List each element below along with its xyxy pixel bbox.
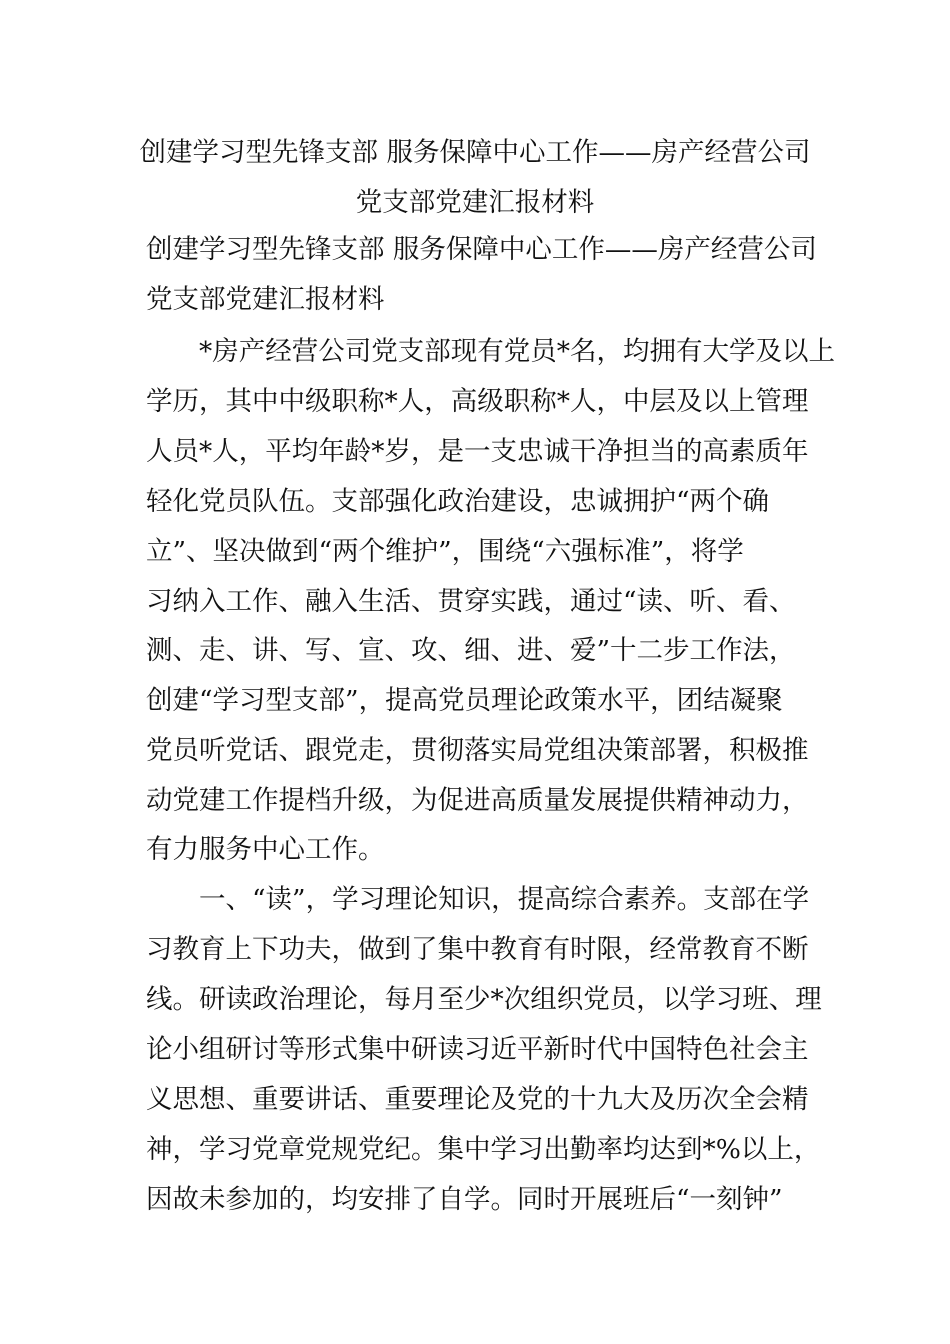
body-line: 创建学习型先锋支部 服务保障中心工作——房产经营公司 [146, 234, 817, 265]
body-line: 动党建工作提档升级，为促进高质量发展提供精神动力， [146, 785, 809, 816]
body-line: 学历，其中中级职称*人，高级职称*人，中层及以上管理 [146, 386, 809, 417]
body-line: 义思想、重要讲话、重要理论及党的十九大及历次全会精 [146, 1084, 809, 1115]
body-line: 有力服务中心工作。 [146, 834, 385, 865]
body-line: 立”、坚决做到“两个维护”，围绕“六强标准”，将学 [146, 536, 744, 567]
body-line: 创建“学习型支部”，提高党员理论政策水平，团结凝聚 [146, 685, 783, 716]
body-line: 论小组研讨等形式集中研读习近平新时代中国特色社会主 [146, 1034, 809, 1065]
body-line: 习纳入工作、融入生活、贯穿实践，通过“读、听、看、 [146, 586, 796, 617]
document-title-line-2: 党支部党建汇报材料 [355, 187, 595, 218]
document-title-line-1: 创建学习型先锋支部 服务保障中心工作——房产经营公司 [139, 137, 811, 168]
body-line: 线。研读政治理论，每月至少*次组织党员，以学习班、理 [146, 984, 822, 1015]
body-line: 神，学习党章党规党纪。集中学习出勤率均达到*%以上， [146, 1134, 821, 1165]
body-line: 测、走、讲、写、宣、攻、细、进、爱”十二步工作法， [146, 635, 796, 666]
body-line: 人员*人，平均年龄*岁，是一支忠诚干净担当的高素质年 [146, 436, 809, 467]
body-line: *房产经营公司党支部现有党员*名，均拥有大学及以上 [146, 336, 835, 367]
body-line: 轻化党员队伍。支部强化政治建设，忠诚拥护“两个确 [146, 486, 770, 517]
body-line: 一、“读”，学习理论知识，提高综合素养。支部在学 [146, 884, 810, 915]
body-line: 党员听党话、跟党走，贯彻落实局党组决策部署，积极推 [146, 735, 809, 766]
body-line: 党支部党建汇报材料 [146, 284, 385, 315]
body-line: 因故未参加的，均安排了自学。同时开展班后“一刻钟” [146, 1184, 783, 1215]
body-line: 习教育上下功夫，做到了集中教育有时限，经常教育不断 [146, 934, 809, 965]
